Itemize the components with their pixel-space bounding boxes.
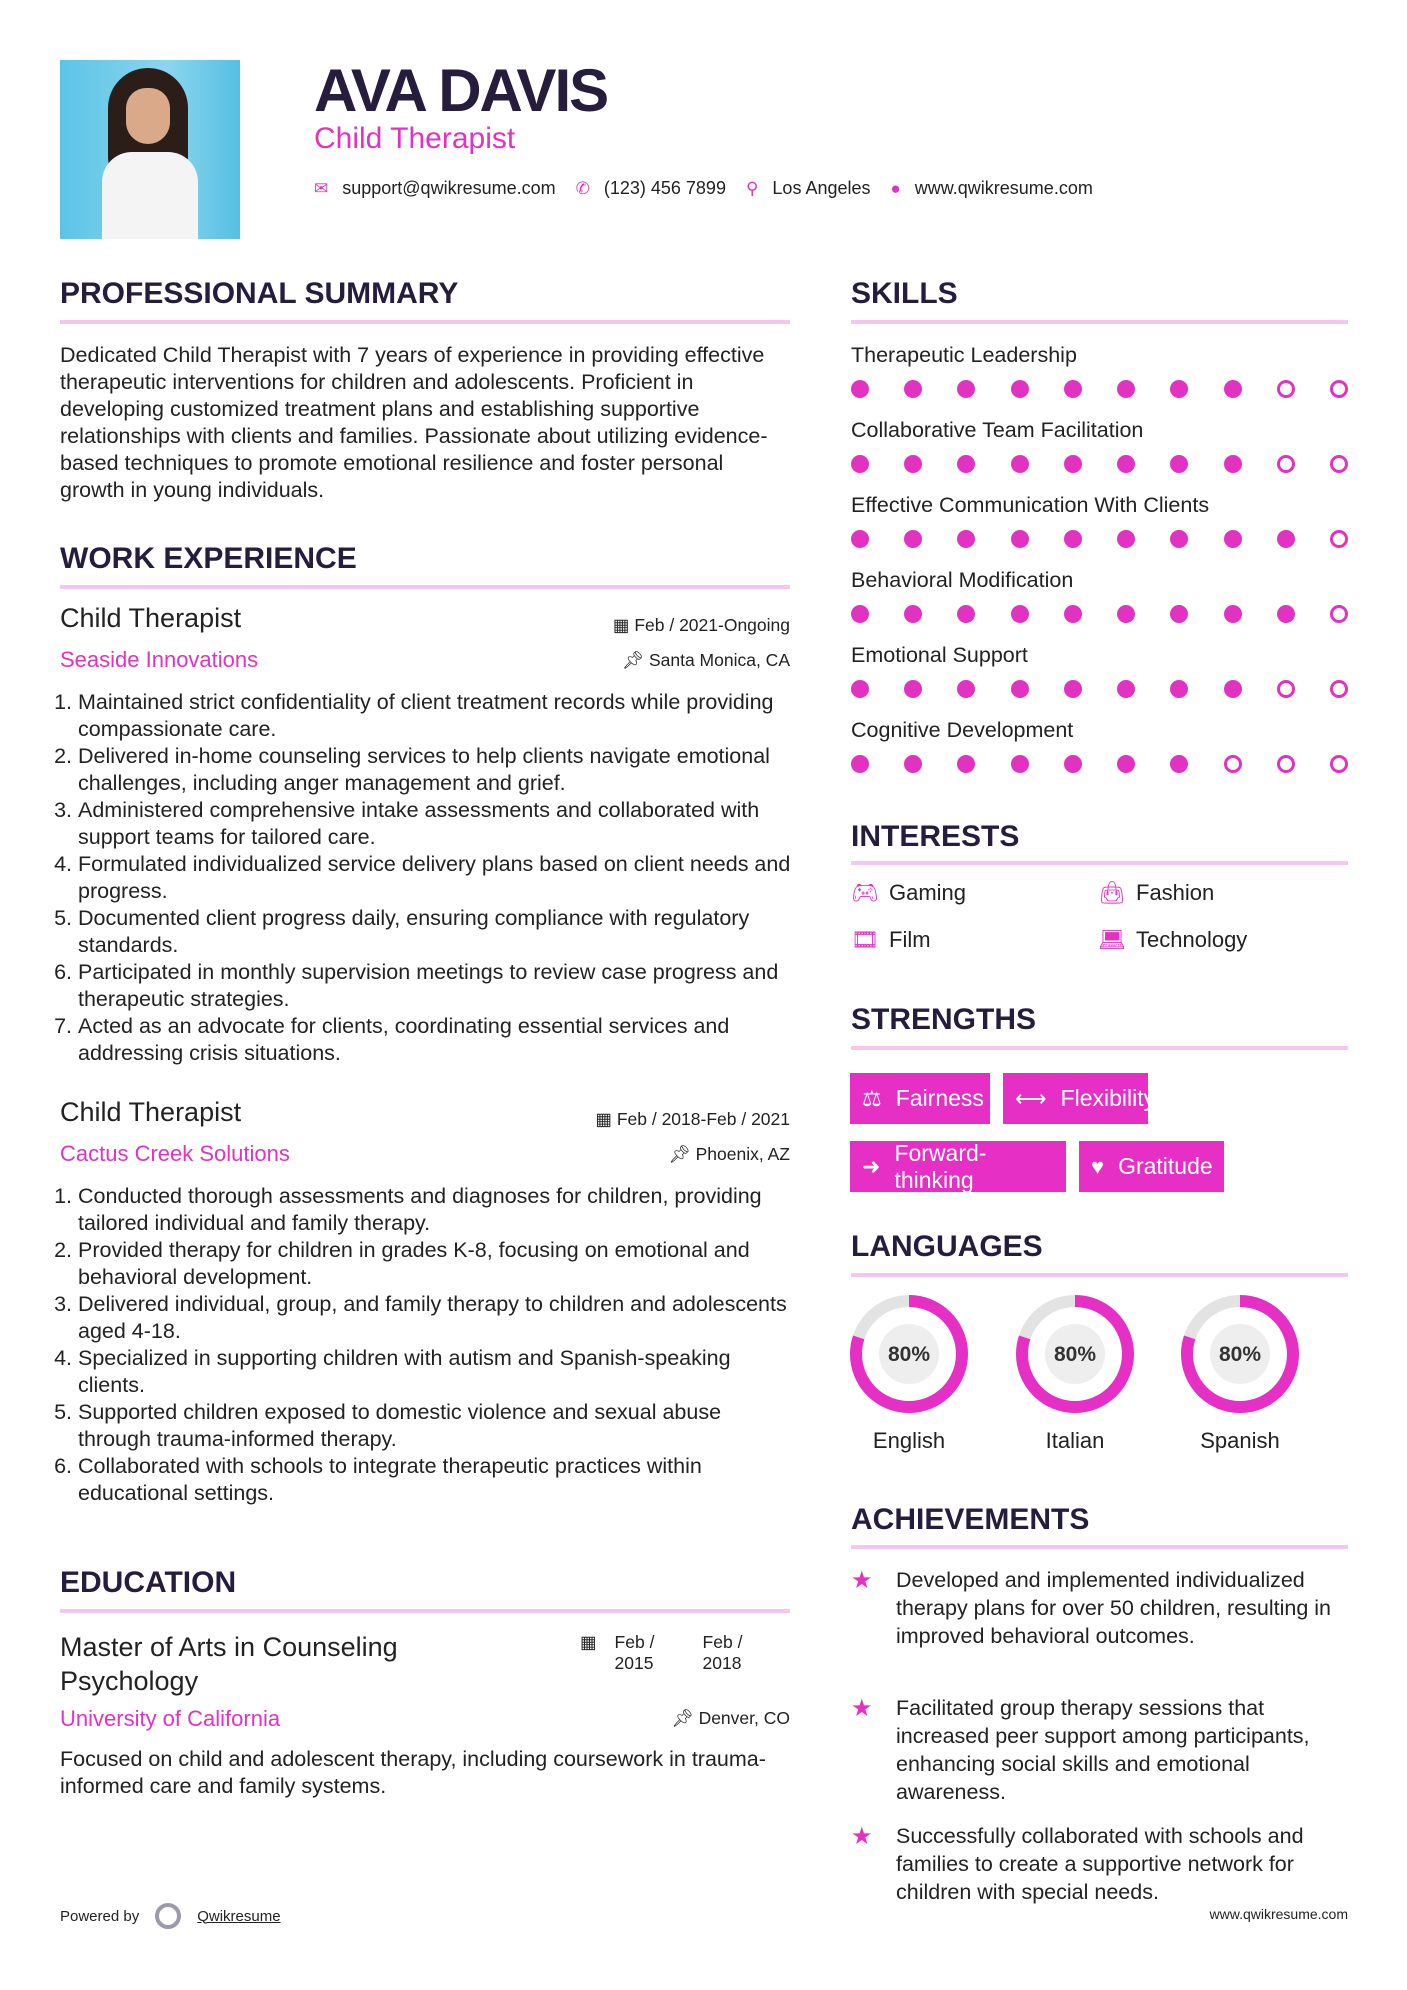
strength-gratitude: ♥ Gratitude bbox=[1079, 1141, 1224, 1192]
skill-rating bbox=[851, 605, 1348, 623]
skill-dot bbox=[1170, 680, 1188, 698]
skill-dot bbox=[904, 755, 922, 773]
location: Los Angeles bbox=[772, 178, 871, 198]
skill-dot bbox=[1330, 455, 1348, 473]
divider bbox=[851, 320, 1348, 324]
school: University of California bbox=[60, 1706, 281, 1731]
skill-rating bbox=[851, 455, 1348, 473]
qwikresume-logo-icon bbox=[155, 1903, 181, 1929]
skill-dot bbox=[851, 605, 869, 623]
skill-dot bbox=[1277, 380, 1295, 398]
skill-dot bbox=[1330, 680, 1348, 698]
skill-name: Cognitive Development bbox=[851, 718, 1074, 742]
job-bullet: 5. Supported children exposed to domestic violence and sexual abuse through trauma-informed therapy. bbox=[78, 1399, 795, 1453]
phone: (123) 456 7899 bbox=[603, 178, 726, 198]
divider bbox=[851, 1046, 1348, 1050]
skill-dot bbox=[957, 455, 975, 473]
skill-dot bbox=[1011, 605, 1029, 623]
star-icon: ★ bbox=[851, 1567, 873, 1594]
achievement-item: ★ Developed and implemented individualized therapy plans for over 50 children, resulting in improved behavioral outcomes. bbox=[851, 1567, 1332, 1648]
skill-rating bbox=[851, 530, 1348, 548]
skill-dot bbox=[1117, 680, 1135, 698]
job-bullet: 7. Acted as an advocate for clients, coordinating essential services and addressing crisis situations. bbox=[78, 1013, 795, 1067]
skill-dot bbox=[1330, 530, 1348, 548]
divider bbox=[60, 585, 790, 589]
skill-dot bbox=[1277, 605, 1295, 623]
skill-dot bbox=[904, 680, 922, 698]
skill-dot bbox=[1117, 455, 1135, 473]
language-name: English bbox=[872, 1428, 946, 1453]
film-icon: 🎞︎ bbox=[851, 927, 879, 952]
language-percent: 80% bbox=[887, 1343, 931, 1366]
powered-by: Powered by Qwikresume bbox=[60, 1903, 281, 1929]
job-location: 📌︎ Santa Monica, CA bbox=[621, 650, 790, 670]
skill-dot bbox=[1277, 530, 1295, 548]
skill-dot bbox=[1330, 605, 1348, 623]
skill-dot bbox=[851, 380, 869, 398]
achievement-item: ★ Facilitated group therapy sessions that increased peer support among participants, enhancing social skills and emotional awareness. bbox=[851, 1695, 1310, 1804]
divider bbox=[60, 1609, 790, 1613]
education-description: Focused on child and adolescent therapy, including coursework in trauma-informed care and family systems. bbox=[60, 1747, 766, 1798]
education-heading: EDUCATION bbox=[60, 1566, 237, 1599]
skill-dot bbox=[1224, 755, 1242, 773]
map-marker-icon: ⚲ bbox=[745, 178, 759, 198]
skill-dot bbox=[1224, 380, 1242, 398]
skill-dot bbox=[1011, 680, 1029, 698]
interest-technology: 💻︎ Technology bbox=[1098, 927, 1248, 952]
phone-icon: ✆ bbox=[575, 178, 590, 198]
job-dates: ▦ Feb / 2021-Ongoing bbox=[612, 615, 790, 635]
envelope-icon: ✉ bbox=[314, 178, 329, 198]
skill-dot bbox=[904, 380, 922, 398]
skill-dot bbox=[1170, 605, 1188, 623]
pin-icon: 📌︎ bbox=[668, 1144, 696, 1164]
skill-dot bbox=[1224, 530, 1242, 548]
skill-dot bbox=[1117, 530, 1135, 548]
skill-dot bbox=[957, 380, 975, 398]
skill-dot bbox=[1064, 605, 1082, 623]
arrows-horizontal-icon: ⟷ bbox=[1015, 1085, 1047, 1111]
job-bullet: 2. Provided therapy for children in grades K-8, focusing on emotional and behavioral development. bbox=[78, 1237, 795, 1291]
profile-photo bbox=[60, 60, 240, 239]
achievements-heading: ACHIEVEMENTS bbox=[851, 1503, 1090, 1536]
pin-icon: 📌︎ bbox=[621, 650, 649, 670]
job-bullet: 4. Specialized in supporting children with autism and Spanish-speaking clients. bbox=[78, 1345, 795, 1399]
job-location: 📌︎ Phoenix, AZ bbox=[668, 1144, 790, 1164]
skill-name: Collaborative Team Facilitation bbox=[851, 418, 1144, 442]
laptop-icon: 💻︎ bbox=[1098, 927, 1126, 952]
skill-dot bbox=[1277, 755, 1295, 773]
job-bullet: 3. Administered comprehensive intake assessments and collaborated with support teams for tailored care. bbox=[78, 797, 795, 851]
interests-heading: INTERESTS bbox=[851, 820, 1020, 853]
website[interactable]: www.qwikresume.com bbox=[914, 178, 1093, 198]
skill-dot bbox=[851, 755, 869, 773]
skill-dot bbox=[1117, 755, 1135, 773]
skill-dot bbox=[1011, 755, 1029, 773]
job-bullets bbox=[60, 1183, 795, 1507]
shopping-bag-icon: 👜︎ bbox=[1098, 880, 1126, 905]
skill-dot bbox=[1330, 380, 1348, 398]
strength-forward-thinking: ➜ Forward-thinking bbox=[850, 1141, 1066, 1192]
summary-heading: PROFESSIONAL SUMMARY bbox=[60, 277, 459, 310]
job-bullet: 1. Maintained strict confidentiality of client treatment records while providing compassionate care. bbox=[78, 689, 795, 743]
job-bullet: 2. Delivered in-home counseling services to help clients navigate emotional challenges, including anger management and grief. bbox=[78, 743, 795, 797]
skill-dot bbox=[1117, 380, 1135, 398]
skill-name: Therapeutic Leadership bbox=[851, 343, 1077, 367]
job-bullet: 1. Conducted thorough assessments and diagnoses for children, providing tailored individual and family therapy. bbox=[78, 1183, 795, 1237]
job-bullet: 6. Collaborated with schools to integrate therapeutic practices within educational settings. bbox=[78, 1453, 795, 1507]
interest-film: 🎞︎ Film bbox=[851, 927, 931, 952]
qwikresume-link[interactable]: Qwikresume bbox=[197, 1907, 281, 1925]
skill-dot bbox=[904, 605, 922, 623]
footer-site[interactable]: www.qwikresume.com bbox=[1209, 1906, 1348, 1922]
skill-name: Effective Communication With Clients bbox=[851, 493, 1210, 517]
calendar-icon: ▦ bbox=[595, 1109, 617, 1129]
job-bullet: 4. Formulated individualized service delivery plans based on client needs and progress. bbox=[78, 851, 795, 905]
calendar-icon: ▦ bbox=[612, 615, 635, 635]
job-bullet: 5. Documented client progress daily, ensuring compliance with regulatory standards. bbox=[78, 905, 795, 959]
arrow-right-icon: ➜ bbox=[862, 1153, 881, 1179]
language-donut bbox=[1178, 1292, 1302, 1416]
job-title: Child Therapist bbox=[60, 1097, 242, 1127]
skill-dot bbox=[1011, 380, 1029, 398]
job-dates: ▦ Feb / 2018-Feb / 2021 bbox=[595, 1109, 790, 1129]
language-percent: 80% bbox=[1053, 1343, 1097, 1366]
skill-dot bbox=[1170, 755, 1188, 773]
education-location: 📌︎ Denver, CO bbox=[671, 1708, 790, 1728]
skill-dot bbox=[1277, 455, 1295, 473]
skill-dot bbox=[1170, 380, 1188, 398]
skill-dot bbox=[1277, 680, 1295, 698]
skill-dot bbox=[851, 530, 869, 548]
experience-heading: WORK EXPERIENCE bbox=[60, 542, 357, 575]
skill-dot bbox=[1011, 530, 1029, 548]
interest-gaming: 🎮︎ Gaming bbox=[851, 880, 967, 905]
divider bbox=[851, 1545, 1348, 1549]
skill-dot bbox=[1064, 530, 1082, 548]
skill-dot bbox=[957, 530, 975, 548]
calendar-icon: ▦ bbox=[580, 1632, 597, 1652]
skill-dot bbox=[1011, 455, 1029, 473]
interest-fashion: 👜︎ Fashion bbox=[1098, 880, 1215, 905]
job-bullet: 3. Delivered individual, group, and family therapy to children and adolescents aged 4-18. bbox=[78, 1291, 795, 1345]
strengths-heading: STRENGTHS bbox=[851, 1003, 1037, 1036]
job-bullet: 6. Participated in monthly supervision meetings to review case progress and therapeutic strategies. bbox=[78, 959, 795, 1013]
language-name: Spanish bbox=[1200, 1428, 1280, 1453]
job-title: Child Therapist bbox=[60, 603, 242, 633]
email[interactable]: support@qwikresume.com bbox=[342, 178, 556, 198]
skill-dot bbox=[1224, 680, 1242, 698]
heart-icon: ♥ bbox=[1091, 1153, 1105, 1179]
job-bullets bbox=[60, 689, 795, 1067]
skill-dot bbox=[851, 455, 869, 473]
skill-dot bbox=[904, 530, 922, 548]
skill-dot bbox=[1064, 455, 1082, 473]
divider bbox=[851, 861, 1348, 865]
skill-dot bbox=[1224, 455, 1242, 473]
company: Seaside Innovations bbox=[60, 647, 259, 672]
gamepad-icon: 🎮︎ bbox=[851, 880, 879, 905]
divider bbox=[60, 320, 790, 324]
language-name: Italian bbox=[1045, 1428, 1105, 1453]
candidate-name: AVA DAVIS bbox=[314, 57, 608, 124]
skill-rating bbox=[851, 380, 1348, 398]
skills-heading: SKILLS bbox=[851, 277, 958, 310]
skill-rating bbox=[851, 680, 1348, 698]
skill-dot bbox=[1064, 680, 1082, 698]
strength-fairness: ⚖ Fairness bbox=[850, 1073, 990, 1124]
skill-dot bbox=[851, 680, 869, 698]
skill-name: Emotional Support bbox=[851, 643, 1028, 667]
language-percent: 80% bbox=[1218, 1343, 1262, 1366]
degree: Master of Arts in Counseling Psychology bbox=[60, 1632, 398, 1696]
balance-scale-icon: ⚖ bbox=[862, 1085, 882, 1111]
globe-icon: ● bbox=[890, 178, 901, 198]
pin-icon: 📌︎ bbox=[671, 1708, 699, 1728]
company: Cactus Creek Solutions bbox=[60, 1141, 290, 1166]
skill-dot bbox=[1064, 380, 1082, 398]
skill-dot bbox=[1117, 605, 1135, 623]
skill-dot bbox=[957, 755, 975, 773]
skill-dot bbox=[904, 455, 922, 473]
skill-dot bbox=[957, 605, 975, 623]
candidate-title: Child Therapist bbox=[314, 122, 516, 155]
skill-name: Behavioral Modification bbox=[851, 568, 1074, 592]
star-icon: ★ bbox=[851, 1823, 873, 1850]
achievement-item: ★ Successfully collaborated with schools and families to create a supportive network for children with special needs. bbox=[851, 1823, 1304, 1904]
star-icon: ★ bbox=[851, 1695, 873, 1722]
divider bbox=[851, 1273, 1348, 1277]
skill-dot bbox=[1170, 455, 1188, 473]
skill-dot bbox=[1064, 755, 1082, 773]
language-donut bbox=[1013, 1292, 1137, 1416]
skill-dot bbox=[1170, 530, 1188, 548]
languages-heading: LANGUAGES bbox=[851, 1230, 1043, 1263]
skill-rating bbox=[851, 755, 1348, 773]
language-donut bbox=[847, 1292, 971, 1416]
skill-dot bbox=[1330, 755, 1348, 773]
skill-dot bbox=[1224, 605, 1242, 623]
contact-bar bbox=[314, 178, 1113, 199]
summary-text: Dedicated Child Therapist with 7 years of experience in providing effective therapeutic interventions for children and adolescents. Proficient in developing customized treatment plans and establishing supportive relationships with clients and families. Passionate about utilizing evidence-based techniques to promote emotional resilience and foster personal growth in young individuals. bbox=[60, 343, 768, 502]
education-dates: ▦ Feb / 2015 Feb / 2018 bbox=[580, 1632, 743, 1673]
strength-flexibility: ⟷ Flexibility bbox=[1003, 1073, 1148, 1124]
skill-dot bbox=[957, 680, 975, 698]
